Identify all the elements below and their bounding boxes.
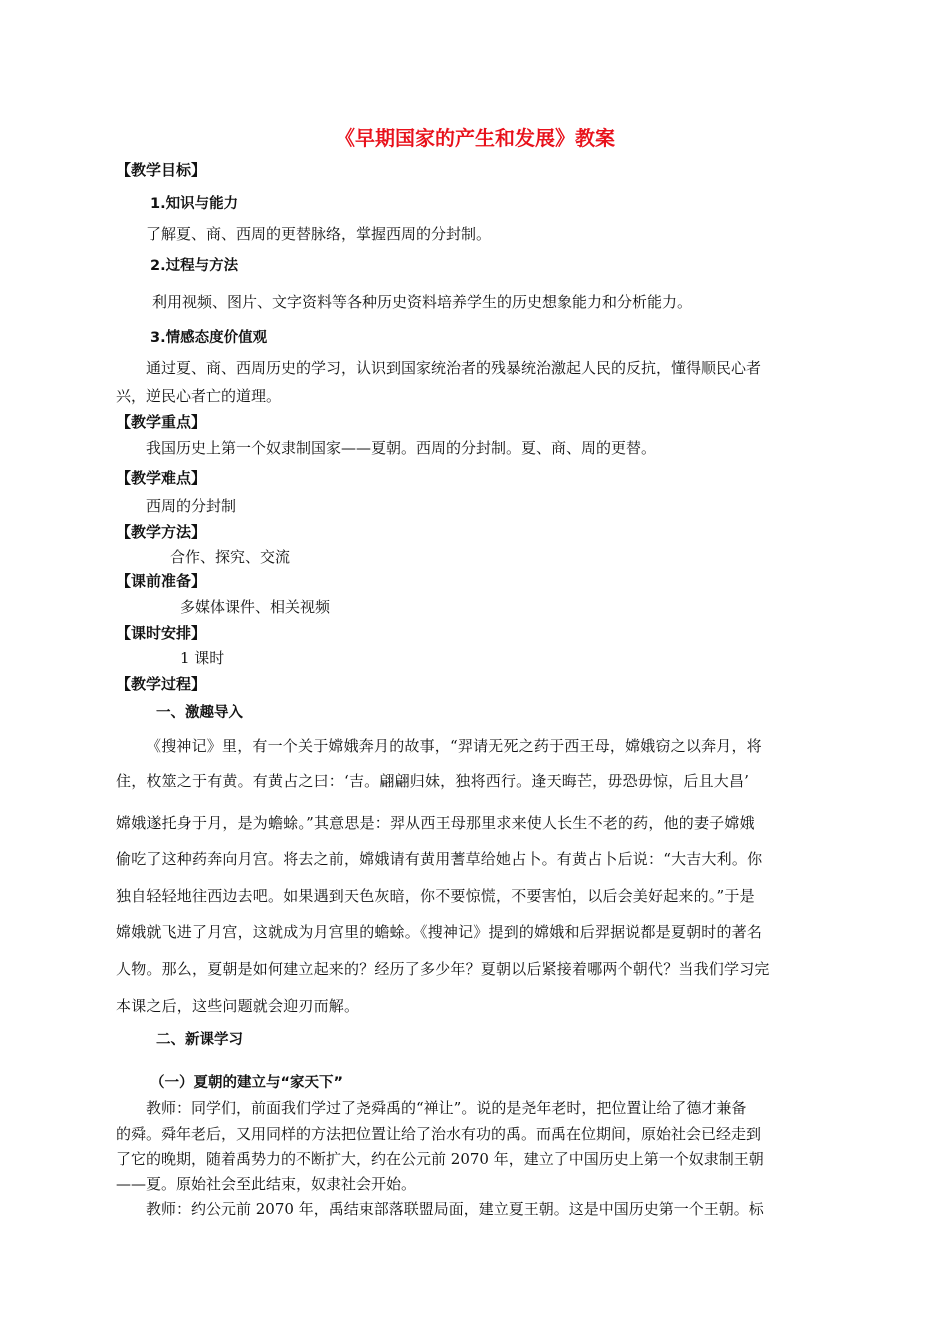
intro-paragraph-line: 嫦娥就飞进了月宫，这就成为月宫里的蟾蜍。《搜神记》提到的嫦娥和后羿据说都是夏朝时的著名 [116,923,763,941]
part1-label: （一）夏朝的建立与“家天下” [150,1075,344,1091]
heading-methods: 【教学方法】 [116,523,207,541]
intro-paragraph-line: 嫦娥遂托身于月，是为蟾蜍。”其意思是：羿从西王母那里求来使人长生不老的药，他的妻子嫦娥 [116,814,755,832]
goal-1-text: 了解夏、商、西周的更替脉络，掌握西周的分封制。 [146,225,492,243]
intro-paragraph-line: 住，枚筮之于有黄。有黄占之曰：‘吉。翩翩归妹，独将西行。逢天晦芒，毋恐毋惊，后且大昌’ [116,772,750,790]
document-title: 《早期国家的产生和发展》教案 [335,126,615,150]
heading-difficulties: 【教学难点】 [116,469,207,487]
goal-1-label: 1.知识与能力 [150,196,239,212]
intro-paragraph-line: 独自轻轻地往西边去吧。如果遇到天色灰暗，你不要惊慌，不要害怕，以后会美好起来的。”于是 [116,887,755,905]
goal-2-label: 2.过程与方法 [150,258,239,274]
intro-paragraph-line: 本课之后，这些问题就会迎刃而解。 [116,997,360,1015]
goal-3-text-line: 通过夏、商、西周历史的学习，认识到国家统治者的残暴统治激起人民的反抗，懂得顺民心者 [146,359,762,377]
schedule-text: 1 课时 [180,649,225,667]
preparation-text: 多媒体课件、相关视频 [180,598,331,616]
part1-paragraph-line: 教师：约公元前 2070 年，禹结束部落联盟局面，建立夏王朝。这是中国历史第一个王朝。标 [146,1200,764,1218]
heading-schedule: 【课时安排】 [116,624,207,642]
heading-key-points: 【教学重点】 [116,413,207,431]
part1-paragraph-line: 了它的晚期，随着禹势力的不断扩大，约在公元前 2070 年，建立了中国历史上第一个奴隶制王朝 [116,1150,764,1168]
goal-3-text-line: 兴，逆民心者亡的道理。 [116,387,282,405]
intro-label: 一、激趣导入 [156,705,243,721]
part1-paragraph-line: ——夏。原始社会至此结束，奴隶社会开始。 [116,1175,417,1193]
heading-goals: 【教学目标】 [116,161,207,179]
part1-paragraph-line: 的舜。舜年老后，又用同样的方法把位置让给了治水有功的禹。而禹在位期间，原始社会已经走到 [116,1125,762,1143]
heading-process: 【教学过程】 [116,675,207,693]
difficulties-text: 西周的分封制 [146,497,237,515]
key-points-text: 我国历史上第一个奴隶制国家——夏朝。西周的分封制。夏、商、周的更替。 [146,439,657,457]
goal-2-text: 利用视频、图片、文字资料等各种历史资料培养学生的历史想象能力和分析能力。 [152,293,693,311]
intro-paragraph-line: 《搜神记》里，有一个关于嫦娥奔月的故事，“羿请无死之药于西王母，嫦娥窃之以奔月，将 [146,737,762,755]
part1-paragraph-line: 教师：同学们，前面我们学过了尧舜禹的“禅让”。说的是尧年老时，把位置让给了德才兼备 [146,1099,747,1117]
intro-paragraph-line: 偷吃了这种药奔向月宫。将去之前，嫦娥请有黄用蓍草给她占卜。有黄占卜后说：“大吉大利。你 [116,850,763,868]
methods-text: 合作、探究、交流 [170,548,291,566]
goal-3-label: 3.情感态度价值观 [150,330,268,346]
intro-paragraph-line: 人物。那么，夏朝是如何建立起来的？经历了多少年？夏朝以后紧接着哪两个朝代？当我们学习完 [116,960,770,978]
heading-preparation: 【课前准备】 [116,572,207,590]
new-lesson-label: 二、新课学习 [156,1032,243,1048]
